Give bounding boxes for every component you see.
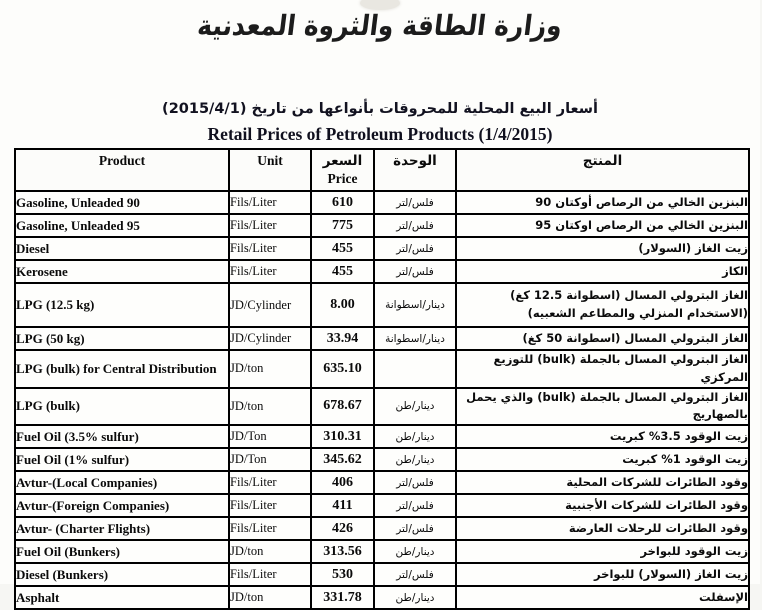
product-en-cell: LPG (50 kg) — [15, 327, 229, 350]
column-header-product-en: Product — [15, 149, 229, 191]
table-row — [15, 350, 749, 388]
product-ar-cell: الغاز البترولي المسال (اسطوانة 50 كغ) — [456, 327, 749, 350]
product-en-cell: Diesel (Bunkers) — [15, 563, 229, 586]
table-row — [15, 388, 749, 426]
unit-en-cell: Fils/Liter — [229, 471, 311, 494]
table-row — [15, 494, 749, 517]
product-en-cell: Gasoline, Unleaded 90 — [15, 191, 229, 214]
table-row — [15, 540, 749, 563]
product-en-cell: Fuel Oil (3.5% sulfur) — [15, 425, 229, 448]
product-ar-cell: البنزين الخالي من الرصاص اوكتان 95 — [456, 214, 749, 237]
unit-ar-cell: دينار/طن — [374, 388, 456, 426]
price-cell: 426 — [311, 517, 374, 540]
product-en-cell: Gasoline, Unleaded 95 — [15, 214, 229, 237]
product-en-cell: Avtur-(Foreign Companies) — [15, 494, 229, 517]
price-cell: 455 — [311, 237, 374, 260]
unit-en-cell: Fils/Liter — [229, 260, 311, 283]
product-ar-cell: الكاز — [456, 260, 749, 283]
unit-ar-cell: فلس/لتر — [374, 563, 456, 586]
unit-en-cell: Fils/Liter — [229, 214, 311, 237]
unit-ar-cell: دينار/طن — [374, 448, 456, 471]
unit-en-cell: Fils/Liter — [229, 191, 311, 214]
unit-ar-cell: دينار/طن — [374, 586, 456, 609]
petroleum-prices-table — [14, 148, 750, 610]
product-en-cell: LPG (bulk) for Central Distribution — [15, 350, 229, 388]
product-ar-cell: وقود الطائرات للشركات الأجنبية — [456, 494, 749, 517]
price-cell: 33.94 — [311, 327, 374, 350]
unit-ar-cell: فلس/لتر — [374, 214, 456, 237]
product-en-cell: Avtur- (Charter Flights) — [15, 517, 229, 540]
table-row — [15, 471, 749, 494]
price-cell: 8.00 — [311, 283, 374, 327]
product-en-cell: Asphalt — [15, 586, 229, 609]
column-header-product-ar: المنتج — [456, 149, 749, 191]
unit-en-cell: JD/Cylinder — [229, 327, 311, 350]
product-ar-cell: زيت الغاز (السولار) للبواخر — [456, 563, 749, 586]
price-cell: 455 — [311, 260, 374, 283]
product-ar-cell: البنزين الخالي من الرصاص أوكتان 90 — [456, 191, 749, 214]
price-cell: 406 — [311, 471, 374, 494]
table-row — [15, 191, 749, 214]
product-ar-cell: الغاز البترولي المسال بالجملة (bulk) للتوزيع المركزي — [456, 350, 749, 388]
unit-ar-cell — [374, 350, 456, 388]
product-en-cell: LPG (12.5 kg) — [15, 283, 229, 327]
unit-ar-cell: فلس/لتر — [374, 494, 456, 517]
unit-en-cell: JD/Ton — [229, 448, 311, 471]
price-cell: 530 — [311, 563, 374, 586]
column-header-price-en: Price — [327, 171, 358, 186]
price-cell: 775 — [311, 214, 374, 237]
price-cell: 610 — [311, 191, 374, 214]
table-row — [15, 517, 749, 540]
column-header-unit-ar: الوحدة — [374, 149, 456, 191]
ministry-calligraphy: وزارة الطاقة والثروة المعدنية — [195, 9, 565, 42]
unit-ar-cell: دينار/اسطوانة — [374, 283, 456, 327]
unit-ar-cell: فلس/لتر — [374, 260, 456, 283]
title-arabic: أسعار البيع المحلية للمحروقات بأنواعها من تاريخ (2015/4/1) — [162, 101, 598, 117]
product-ar-cell: زيت الوقود للبواخر — [456, 540, 749, 563]
product-ar-cell: وقود الطائرات للرحلات العارضة — [456, 517, 749, 540]
price-cell: 331.78 — [311, 586, 374, 609]
table-row — [15, 260, 749, 283]
unit-ar-cell: فلس/لتر — [374, 191, 456, 214]
product-en-cell: Kerosene — [15, 260, 229, 283]
product-ar-cell: زيت الغاز (السولار) — [456, 237, 749, 260]
unit-ar-cell: دينار/طن — [374, 540, 456, 563]
product-en-cell: Fuel Oil (Bunkers) — [15, 540, 229, 563]
column-header-price — [311, 149, 374, 191]
table-row — [15, 586, 749, 609]
price-cell: 310.31 — [311, 425, 374, 448]
unit-en-cell: JD/Cylinder — [229, 283, 311, 327]
table-row — [15, 448, 749, 471]
product-en-cell: Fuel Oil (1% sulfur) — [15, 448, 229, 471]
table-row — [15, 214, 749, 237]
unit-en-cell: JD/Ton — [229, 425, 311, 448]
unit-en-cell: Fils/Liter — [229, 494, 311, 517]
product-en-cell: Avtur-(Local Companies) — [15, 471, 229, 494]
unit-en-cell: Fils/Liter — [229, 563, 311, 586]
product-ar-cell: الغاز البترولي المسال بالجملة (bulk) والذي يحمل بالصهاريج — [456, 388, 749, 426]
column-header-unit-en: Unit — [229, 149, 311, 191]
price-cell: 678.67 — [311, 388, 374, 426]
unit-en-cell: JD/ton — [229, 586, 311, 609]
table-row — [15, 237, 749, 260]
table-row — [15, 283, 749, 327]
title-english: Retail Prices of Petroleum Products (1/4/2015) — [207, 124, 553, 144]
column-header-price-ar: السعر — [322, 153, 363, 169]
unit-en-cell: JD/ton — [229, 350, 311, 388]
table-row — [15, 563, 749, 586]
unit-ar-cell: فلس/لتر — [374, 471, 456, 494]
product-ar-cell: زيت الوقود 3.5% كبريت — [456, 425, 749, 448]
product-ar-cell: الغاز البترولي المسال (اسطوانة 12.5 كغ)(الاستخدام المنزلي والمطاعم الشعبيه) — [456, 283, 749, 327]
product-en-cell: LPG (bulk) — [15, 388, 229, 426]
table-row — [15, 425, 749, 448]
product-ar-cell: وقود الطائرات للشركات المحلية — [456, 471, 749, 494]
product-ar-cell: زيت الوقود 1% كبريت — [456, 448, 749, 471]
table-header-row — [15, 149, 749, 191]
price-cell: 313.56 — [311, 540, 374, 563]
price-cell: 635.10 — [311, 350, 374, 388]
unit-ar-cell: دينار/طن — [374, 425, 456, 448]
table-row — [15, 327, 749, 350]
unit-en-cell: Fils/Liter — [229, 237, 311, 260]
product-ar-cell: الإسفلت — [456, 586, 749, 609]
unit-en-cell: Fils/Liter — [229, 517, 311, 540]
unit-ar-cell: فلس/لتر — [374, 237, 456, 260]
unit-en-cell: JD/ton — [229, 540, 311, 563]
unit-ar-cell: فلس/لتر — [374, 517, 456, 540]
unit-ar-cell: دينار/اسطوانة — [374, 327, 456, 350]
price-cell: 411 — [311, 494, 374, 517]
unit-en-cell: JD/ton — [229, 388, 311, 426]
price-cell: 345.62 — [311, 448, 374, 471]
product-en-cell: Diesel — [15, 237, 229, 260]
